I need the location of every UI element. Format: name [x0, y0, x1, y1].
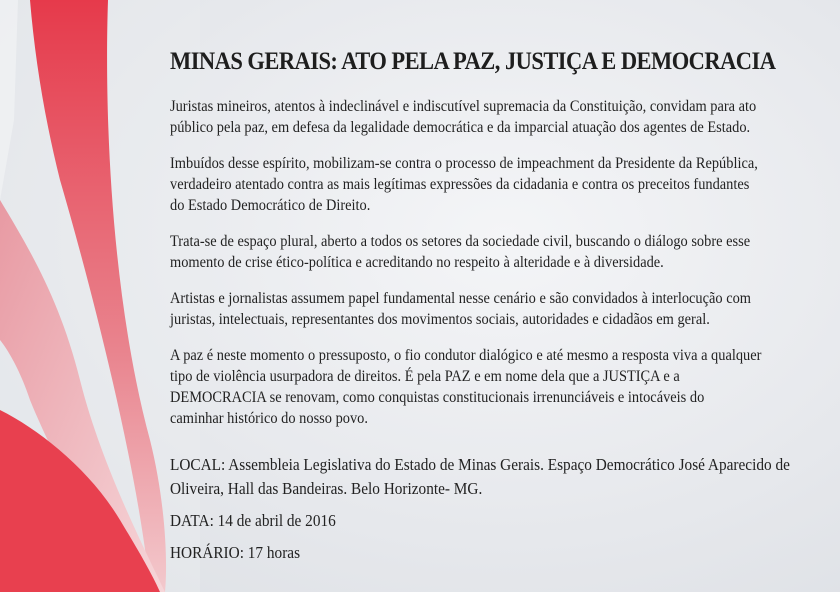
text-line: Imbuídos desse espírito, mobilizam-se contra o processo de impeachment da Presidente da República,: [170, 155, 758, 172]
text-line: do Estado Democrático de Direito.: [170, 197, 371, 214]
text-line: Oliveira, Hall das Bandeiras. Belo Horizonte- MG.: [170, 479, 483, 498]
text-line: Juristas mineiros, atentos à indeclinável e indiscutível supremacia da Constituição, convidam para ato: [170, 98, 757, 115]
event-date: DATA: 14 de abril de 2016: [170, 511, 336, 530]
text-line: caminhar histórico do nosso povo.: [170, 410, 368, 427]
text-line: A paz é neste momento o pressuposto, o fio condutor dialógico e até mesmo a resposta viva a qualquer: [170, 347, 762, 364]
paragraph-5: [170, 345, 818, 429]
text-line: verdadeiro atentado contra as mais legítimas expressões da cidadania e contra os preceitos fundantes: [170, 176, 750, 193]
text-line: tipo de violência usurpadora de direitos. É pela PAZ e em nome dela que a JUSTIÇA e a: [170, 368, 680, 385]
paragraph-4: [170, 288, 818, 330]
flyer-content: [170, 48, 818, 573]
text-line: público pela paz, em defesa da legalidade democrática e da imparcial atuação dos agentes de Estado.: [170, 119, 751, 136]
text-line: LOCAL: Assembleia Legislativa do Estado de Minas Gerais. Espaço Democrático José Aparecido de: [170, 455, 790, 474]
text-line: Artistas e jornalistas assumem papel fundamental nesse cenário e são convidados à interlocução com: [170, 290, 752, 307]
paragraph-2: [170, 153, 818, 216]
text-line: Trata-se de espaço plural, aberto a todos os setores da sociedade civil, buscando o diálogo sobre esse: [170, 233, 751, 250]
event-location: [170, 453, 818, 501]
paragraph-1: [170, 96, 818, 138]
page-title: MINAS GERAIS: ATO PELA PAZ, JUSTIÇA E DEMOCRACIA: [170, 48, 776, 75]
text-line: juristas, intelectuais, representantes dos movimentos sociais, autoridades e cidadãos em geral.: [170, 311, 710, 328]
event-time: HORÁRIO: 17 horas: [170, 543, 301, 562]
text-line: DEMOCRACIA se renovam, como conquistas constitucionais irrenunciáveis e intocáveis do: [170, 389, 705, 406]
paragraph-3: [170, 231, 818, 273]
event-info: [170, 453, 818, 565]
text-line: momento de crise ético-política e acreditando no respeito à alteridade e à diversidade.: [170, 254, 664, 271]
